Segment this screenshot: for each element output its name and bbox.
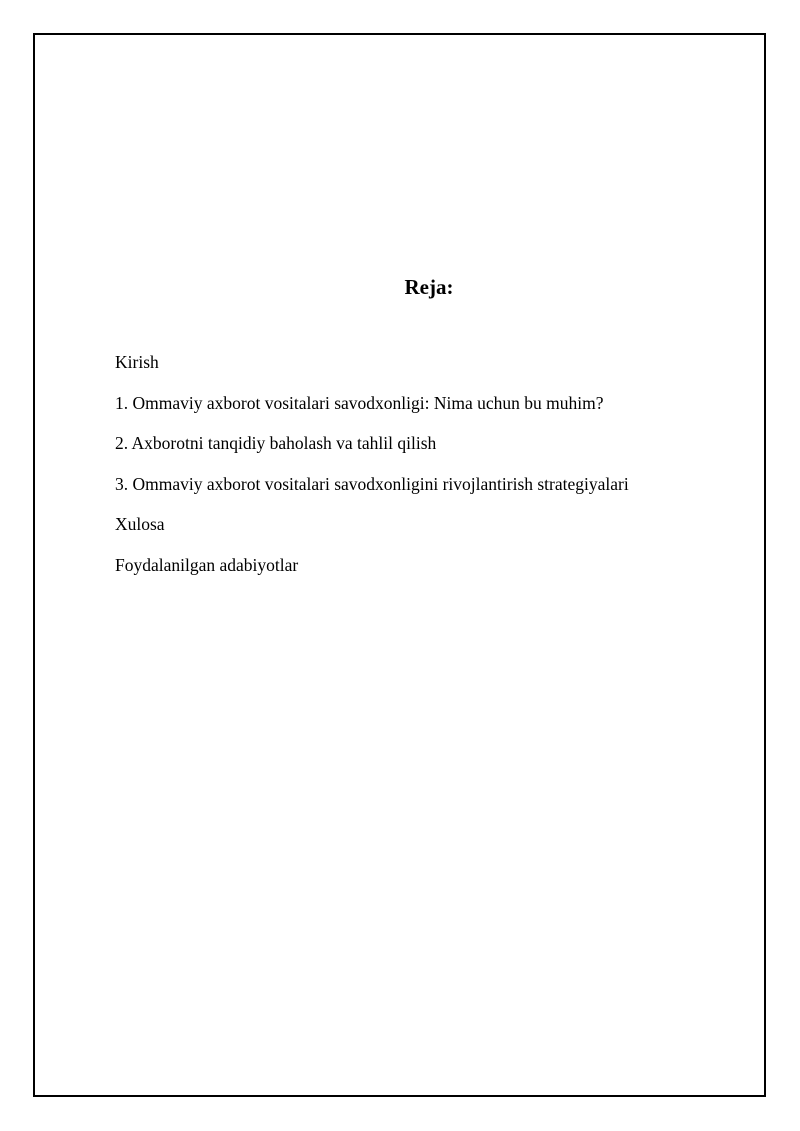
toc-item-3: 3. Ommaviy axborot vositalari savodxonligini rivojlantirish strategiyalari: [115, 473, 629, 494]
toc-item-references: Foydalanilgan adabiyotlar: [115, 554, 299, 575]
toc-item-1: 1. Ommaviy axborot vositalari savodxonligi: Nima uchun bu muhim?: [115, 392, 604, 413]
table-of-contents: [115, 351, 629, 594]
page-title: Reja:: [404, 275, 454, 299]
toc-item-conclusion: Xulosa: [115, 514, 165, 534]
toc-item-2: 2. Axborotni tanqidiy baholash va tahlil qilish: [115, 433, 437, 453]
toc-item-introduction: Kirish: [115, 352, 159, 372]
